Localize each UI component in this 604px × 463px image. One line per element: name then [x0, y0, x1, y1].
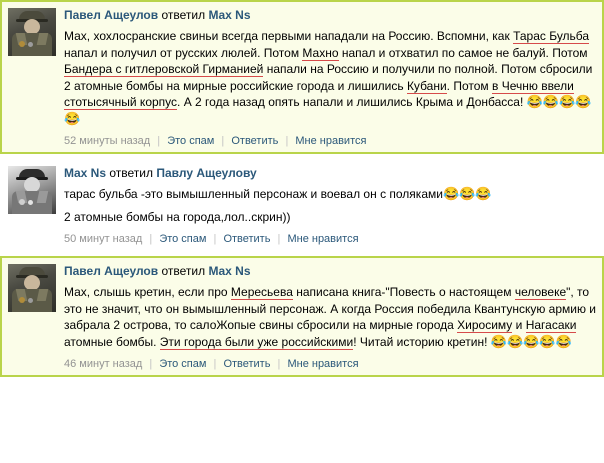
like-link[interactable]: Мне нравится: [287, 358, 359, 370]
reply-link[interactable]: Ответить: [223, 358, 271, 370]
avatar-medal-secondary: [28, 42, 33, 47]
comment-text: Мах, слышь кретин, если про Мересьева написана книга-"Повесть о настоящем человеке", то это не значит, что он вымышленный персонаж. А когда Россия победила Квантунскую армию и забрала 2 острова, то салоЖопые свины сбросили на мирные города Хиросиму и Нагасаки атомные бомбы. Эти города были уже российскими! Читай историю кретин! 😂😂😂😂😂: [64, 285, 597, 349]
avatar-medal: [19, 297, 25, 303]
report-spam-link[interactable]: Это спам: [167, 135, 215, 147]
comment-emoji: 😂😂😂😂😂: [64, 94, 592, 126]
meta-separator: |: [277, 358, 281, 370]
comment-header: [64, 8, 596, 23]
reply-link[interactable]: Ответить: [223, 233, 271, 245]
comment-text: Мах, хохлосранские свиньи всегда первыми нападали на Россию. Вспомни, как Тарас Бульба напал и получил от русских люлей. Потом Махно напал и отхватил по самое не балуй. Потом Бандера с гитлеровской Гирманией напали на Россию и получили по полной. Потом сбросили 2 атомные бомбы на мирные российские города и лишились Кубани. Потом в Чечню ввели стотысячный корпус. А 2 года назад опять напали и лишились Крыма и Донбасса! 😂😂😂😂😂: [64, 29, 593, 126]
comment-content: [64, 8, 596, 148]
meta-separator: |: [149, 233, 153, 245]
meta-separator: |: [213, 358, 217, 370]
comment-emoji: 😂😂😂: [442, 186, 492, 201]
comment-timestamp: 52 минуты назад: [64, 135, 151, 147]
reply-word: ответил: [109, 166, 153, 180]
comment-content: [64, 264, 596, 371]
comment-text-secondary: 2 атомные бомбы на города,лол..скрин)): [64, 209, 291, 224]
avatar-medal-secondary: [28, 298, 33, 303]
avatar-medal-secondary: [28, 200, 33, 205]
meta-separator: |: [149, 358, 153, 370]
meta-separator: |: [221, 135, 225, 147]
comment-meta: [64, 134, 596, 148]
comment-timestamp: 46 минут назад: [64, 358, 143, 370]
comment-author[interactable]: Max Ns: [64, 166, 107, 180]
comment-meta: [64, 357, 596, 371]
comment-author[interactable]: Павел Ащеулов: [64, 264, 159, 278]
avatar[interactable]: [8, 264, 56, 312]
comment-emoji: 😂😂😂😂😂: [490, 333, 572, 349]
avatar-face: [24, 275, 40, 290]
reply-word: ответил: [161, 8, 206, 22]
report-spam-link[interactable]: Это спам: [159, 358, 207, 370]
meta-separator: |: [213, 233, 217, 245]
avatar[interactable]: [8, 166, 56, 214]
avatar[interactable]: [8, 8, 56, 56]
avatar-medal: [19, 41, 25, 47]
avatar-face: [24, 19, 40, 34]
reply-target[interactable]: Павлу Ащеулову: [156, 166, 257, 180]
meta-separator: |: [285, 135, 289, 147]
comment-meta: [64, 232, 596, 246]
reply-target[interactable]: Max Ns: [208, 264, 251, 278]
like-link[interactable]: Мне нравится: [295, 135, 367, 147]
avatar-medal: [19, 199, 25, 205]
comment-author[interactable]: Павел Ащеулов: [64, 8, 159, 22]
like-link[interactable]: Мне нравится: [287, 233, 359, 245]
comment-item[interactable]: [0, 0, 604, 154]
comment-item[interactable]: [0, 158, 604, 252]
comment-header: [64, 166, 596, 181]
reply-target[interactable]: Max Ns: [208, 8, 251, 22]
avatar-face: [24, 177, 40, 192]
comment-item[interactable]: [0, 256, 604, 377]
reply-link[interactable]: Ответить: [231, 135, 279, 147]
comment-timestamp: 50 минут назад: [64, 233, 143, 245]
meta-separator: |: [277, 233, 281, 245]
comment-text: [64, 186, 596, 203]
meta-separator: |: [157, 135, 161, 147]
comment-content: [64, 166, 596, 246]
reply-word: ответил: [161, 264, 206, 278]
comment-header: [64, 264, 596, 279]
comment-text-line1: тарас бульба -это вымышленный персонаж и воевал он с поляками: [64, 187, 443, 201]
report-spam-link[interactable]: Это спам: [159, 233, 207, 245]
